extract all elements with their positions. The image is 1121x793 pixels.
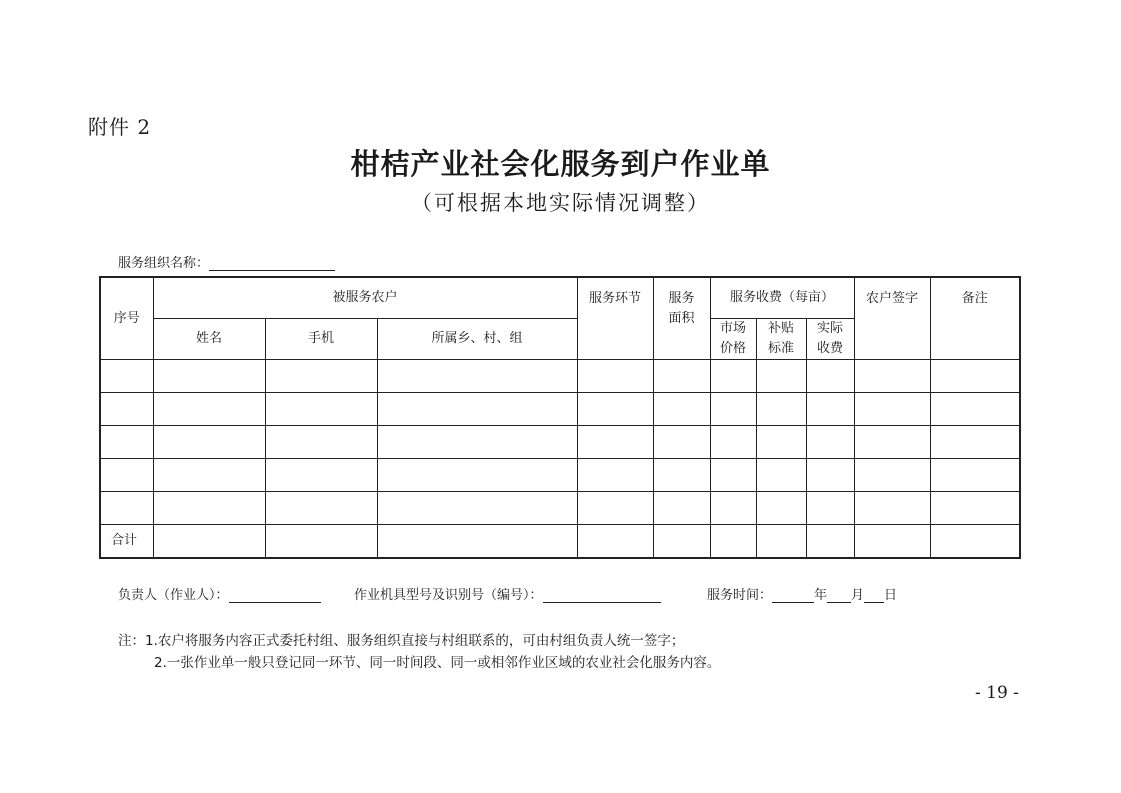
table-cell[interactable] [153, 525, 265, 559]
table-cell[interactable] [930, 393, 1020, 426]
total-row [100, 525, 1020, 559]
table-cell[interactable] [265, 492, 377, 525]
service-form-table [99, 276, 1021, 559]
table-cell[interactable] [100, 426, 153, 459]
col-market-price-line1: 市场 [720, 321, 747, 336]
table-cell[interactable] [854, 492, 930, 525]
table-cell[interactable] [710, 360, 756, 393]
col-stage-header: 服务环节 [577, 277, 653, 360]
machine-label: 作业机具型号及识别号（编号）： [354, 588, 543, 603]
col-subsidy-line2: 标准 [768, 341, 795, 356]
table-cell[interactable] [710, 393, 756, 426]
month-blank[interactable] [827, 588, 851, 603]
attachment-label: 附件 2 [88, 115, 152, 139]
col-remark-header: 备注 [930, 277, 1020, 360]
org-name-blank [209, 256, 335, 271]
responsible-label: 负责人（作业人）： [118, 588, 229, 603]
day-label: 日 [884, 588, 898, 603]
table-cell[interactable] [930, 525, 1020, 559]
table-cell[interactable] [710, 459, 756, 492]
table-cell[interactable] [854, 426, 930, 459]
table-cell[interactable] [806, 525, 854, 559]
day-blank[interactable] [864, 588, 884, 603]
notes [118, 630, 720, 674]
service-time-label: 服务时间： [707, 588, 773, 603]
table-cell[interactable] [854, 360, 930, 393]
table-cell[interactable] [854, 525, 930, 559]
table-cell[interactable] [806, 426, 854, 459]
table-cell[interactable] [930, 360, 1020, 393]
table-row [100, 393, 1020, 426]
service-time-field [707, 584, 897, 603]
col-farmer-group-header: 被服务农户 [153, 277, 577, 319]
page-subtitle: （可根据本地实际情况调整） [411, 191, 710, 215]
table-cell[interactable] [265, 393, 377, 426]
table-cell[interactable] [265, 525, 377, 559]
table-cell[interactable] [653, 426, 710, 459]
table-cell[interactable] [653, 393, 710, 426]
responsible-field [118, 584, 321, 603]
table-cell[interactable] [100, 393, 153, 426]
table-cell[interactable] [854, 459, 930, 492]
table-cell[interactable] [377, 426, 577, 459]
col-location-header: 所属乡、村、组 [377, 319, 577, 360]
col-actual-fee-header [806, 319, 854, 360]
table-cell[interactable] [806, 360, 854, 393]
table-cell[interactable] [577, 426, 653, 459]
col-seq-header: 序号 [100, 277, 153, 360]
table-cell[interactable] [653, 492, 710, 525]
table-cell[interactable] [930, 426, 1020, 459]
responsible-blank[interactable] [229, 588, 321, 603]
table-cell[interactable] [806, 393, 854, 426]
col-fee-group-header: 服务收费（每亩） [710, 277, 854, 319]
table-cell[interactable] [653, 459, 710, 492]
table-cell[interactable] [756, 393, 806, 426]
org-name-row [118, 252, 335, 271]
table-cell[interactable] [756, 360, 806, 393]
table-cell[interactable] [153, 360, 265, 393]
table-cell[interactable] [265, 459, 377, 492]
table-cell[interactable] [930, 459, 1020, 492]
table-cell[interactable] [153, 459, 265, 492]
table-cell[interactable] [577, 492, 653, 525]
table-cell[interactable] [377, 459, 577, 492]
header-row-1 [100, 277, 1020, 319]
table-cell[interactable] [265, 360, 377, 393]
table-cell[interactable] [377, 360, 577, 393]
col-signature-header: 农户签字 [854, 277, 930, 360]
year-label: 年 [814, 588, 828, 603]
table-cell[interactable] [756, 492, 806, 525]
table-cell[interactable] [710, 525, 756, 559]
month-label: 月 [851, 588, 865, 603]
table-cell[interactable] [756, 459, 806, 492]
table-cell[interactable] [756, 426, 806, 459]
table-cell[interactable] [577, 525, 653, 559]
col-name-header: 姓名 [153, 319, 265, 360]
table-row [100, 360, 1020, 393]
col-area-header-line2: 面积 [668, 311, 695, 326]
machine-field [354, 584, 661, 603]
col-actual-fee-line2: 收费 [817, 341, 844, 356]
col-area-header [653, 277, 710, 360]
table-cell[interactable] [930, 492, 1020, 525]
table-cell[interactable] [653, 360, 710, 393]
table-cell[interactable] [153, 426, 265, 459]
table-cell[interactable] [854, 393, 930, 426]
table-cell[interactable] [377, 525, 577, 559]
table-row [100, 426, 1020, 459]
table-cell[interactable] [756, 525, 806, 559]
table-row [100, 459, 1020, 492]
table-cell[interactable] [577, 393, 653, 426]
table-cell[interactable] [153, 492, 265, 525]
table-cell[interactable] [577, 459, 653, 492]
table-cell[interactable] [806, 492, 854, 525]
machine-blank[interactable] [543, 588, 661, 603]
total-label: 合计 [100, 525, 153, 559]
col-actual-fee-line1: 实际 [817, 321, 844, 336]
org-name-label: 服务组织名称： [118, 256, 210, 271]
table-cell[interactable] [100, 360, 153, 393]
col-area-header-line1: 服务 [668, 291, 695, 306]
table-cell[interactable] [577, 360, 653, 393]
note-line-1: 注：1.农户将服务内容正式委托村组、服务组织直接与村组联系的，可由村组负责人统一签字； [118, 633, 685, 649]
note-line-2: 2.一张作业单一般只登记同一环节、同一时间段、同一或相邻作业区域的农业社会化服务内容。 [154, 655, 721, 671]
col-market-price-header [710, 319, 756, 360]
col-phone-header: 手机 [265, 319, 377, 360]
col-subsidy-line1: 补贴 [768, 321, 795, 336]
year-blank[interactable] [772, 588, 814, 603]
table-cell[interactable] [100, 459, 153, 492]
col-subsidy-header [756, 319, 806, 360]
table-cell[interactable] [153, 393, 265, 426]
col-market-price-line2: 价格 [720, 341, 747, 356]
table-cell[interactable] [377, 492, 577, 525]
page-title: 柑桔产业社会化服务到户作业单 [350, 147, 771, 181]
table-row [100, 492, 1020, 525]
table-cell[interactable] [653, 525, 710, 559]
table-cell[interactable] [265, 426, 377, 459]
table-cell[interactable] [100, 492, 153, 525]
table-cell[interactable] [710, 426, 756, 459]
table-cell[interactable] [710, 492, 756, 525]
table-cell[interactable] [806, 459, 854, 492]
table-cell[interactable] [377, 393, 577, 426]
page-number: - 19 - [975, 683, 1019, 703]
